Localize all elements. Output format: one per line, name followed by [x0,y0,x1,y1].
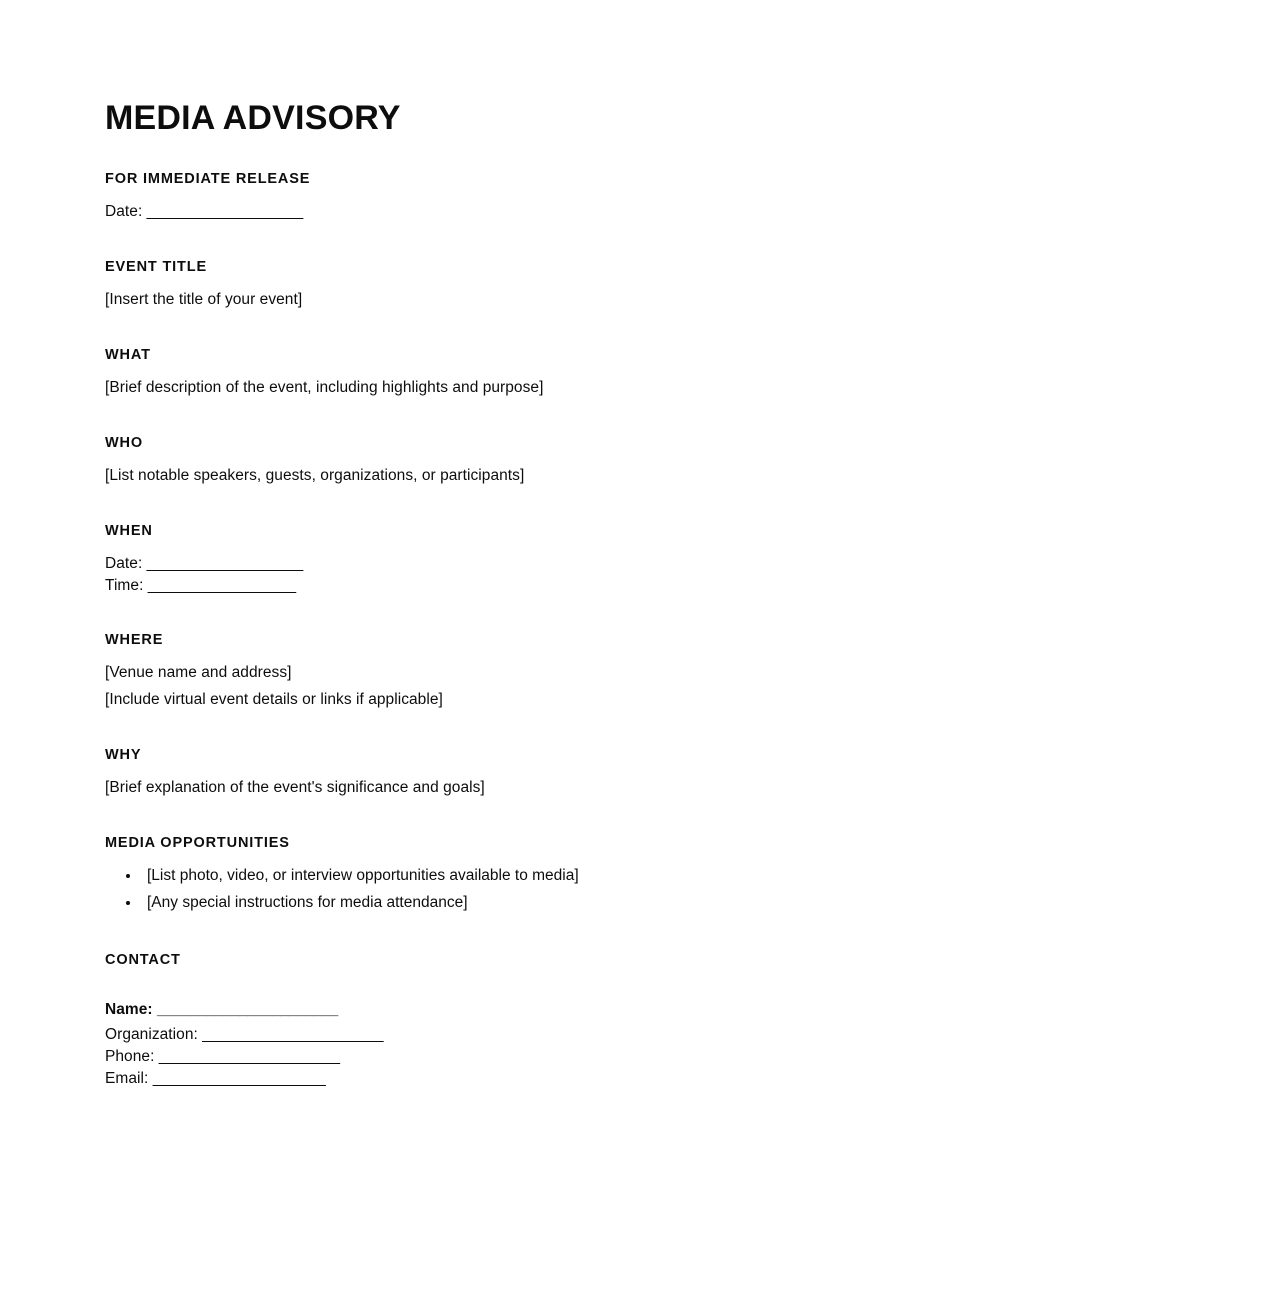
contact-name-fill[interactable]: ______________________ [156,1001,338,1018]
event-title-placeholder[interactable]: [Insert the title of your event] [105,291,303,308]
contact-organization-label: Organization: [105,1026,203,1043]
contact-phone-fill[interactable]: ______________________ [158,1048,340,1065]
spacer [105,650,1278,662]
page-title: MEDIA ADVISORY [105,99,401,137]
spacer [105,399,1278,433]
spacer [105,597,1278,630]
when-date-fill[interactable]: ___________________ [146,555,303,572]
contact-email-fill[interactable]: _____________________ [152,1070,326,1087]
spacer [105,711,1278,745]
release-date-fill[interactable]: ___________________ [146,203,303,220]
spacer [105,970,1278,999]
section-heading-why: WHY [105,747,142,763]
what-placeholder[interactable]: [Brief description of the event, including highlights and purpose] [105,379,544,396]
contact-name-line [105,999,1278,1021]
where-virtual-placeholder[interactable]: [Include virtual event details or links if applicable] [105,691,443,708]
contact-name-label: Name: [105,1001,157,1018]
when-time-fill[interactable]: __________________ [147,577,296,594]
list-item[interactable]: • [Any special instructions for media attendance] [141,889,1278,916]
spacer [105,799,1278,833]
section-what [105,345,1278,399]
spacer [105,223,1278,257]
contact-organization-line [105,1024,1278,1046]
contact-phone-label: Phone: [105,1048,159,1065]
when-date-label: Date: [105,555,147,572]
spacer [105,765,1278,777]
section-for-immediate-release [105,169,1278,223]
where-venue-placeholder[interactable]: [Venue name and address] [105,664,292,681]
section-heading-event-title: EVENT TITLE [105,259,207,275]
when-time-line [105,575,1278,597]
spacer [105,311,1278,345]
spacer [105,365,1278,377]
section-event-title [105,257,1278,311]
section-contact [105,950,1278,1090]
section-heading-when: WHEN [105,523,153,539]
section-why [105,745,1278,799]
spacer [105,189,1278,201]
spacer [105,453,1278,465]
media-opportunities-list [105,862,1278,916]
spacer [105,541,1278,553]
section-where [105,630,1278,711]
section-media-opportunities [105,833,1278,916]
spacer [105,140,1278,169]
list-item[interactable]: • [List photo, video, or interview opportunities available to media] [141,862,1278,889]
why-placeholder[interactable]: [Brief explanation of the event's significance and goals] [105,779,485,796]
when-date-line [105,553,1278,575]
section-heading-contact: CONTACT [105,952,181,968]
spacer [105,853,1278,862]
section-heading-who: WHO [105,435,143,451]
spacer [105,487,1278,521]
section-heading-release: FOR IMMEDIATE RELEASE [105,171,311,187]
section-heading-what: WHAT [105,347,151,363]
section-who [105,433,1278,487]
contact-email-label: Email: [105,1070,153,1087]
release-date-label: Date: [105,203,147,220]
spacer [105,277,1278,289]
when-time-label: Time: [105,577,148,594]
section-heading-where: WHERE [105,632,164,648]
contact-organization-fill[interactable]: ______________________ [202,1026,384,1043]
release-date-line [105,201,1278,223]
who-placeholder[interactable]: [List notable speakers, guests, organizations, or participants] [105,467,525,484]
contact-phone-line [105,1046,1278,1068]
section-when [105,521,1278,597]
contact-email-line [105,1068,1278,1090]
spacer [105,916,1278,950]
section-heading-media-opportunities: MEDIA OPPORTUNITIES [105,835,290,851]
